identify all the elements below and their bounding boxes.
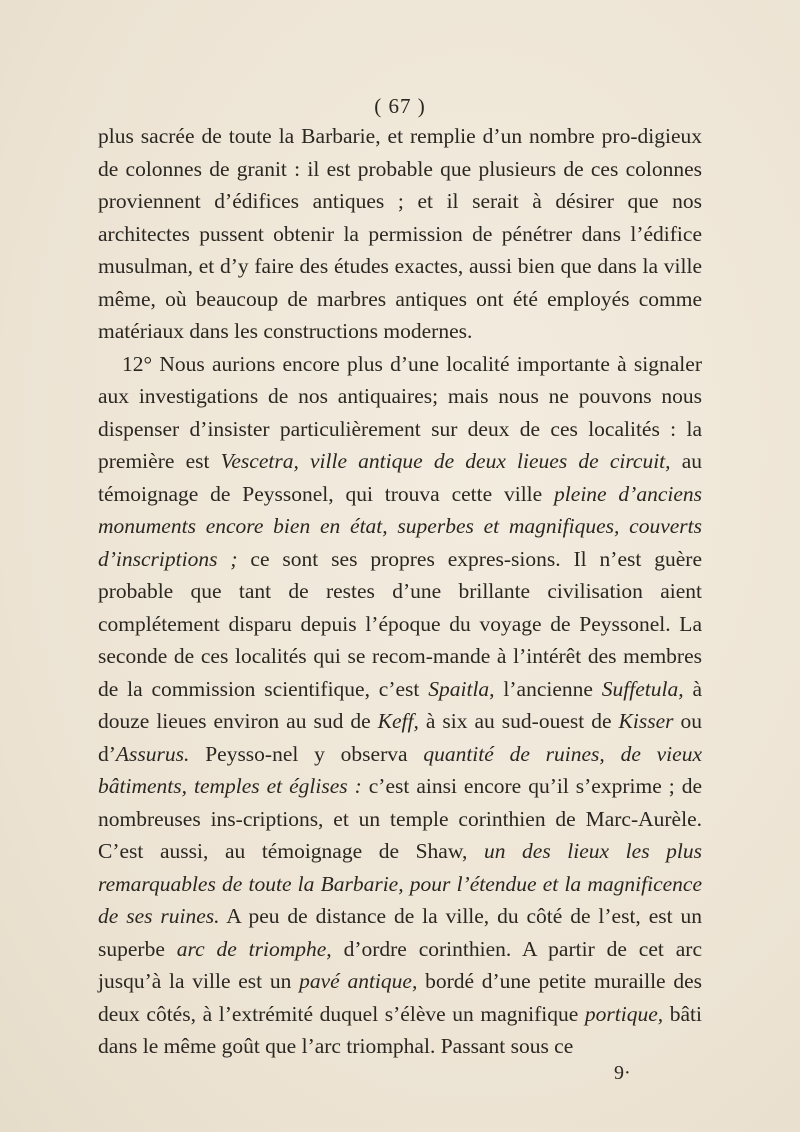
- italic-run: Vescetra, ville antique de deux lieues de circuit,: [220, 449, 671, 473]
- text-run: à douze lieues environ au sud de: [98, 676, 702, 733]
- text-run: ce sont ses propres expres-sions. Il n’est guère probable que tant de restes d’une brillante civilisation aient complétement disparu depuis l’époque du voyage de Peyssonel. La seconde de ces localités qui se recom-mande à l’intérêt des membres de la commission scientifique, c’est: [98, 546, 702, 701]
- text-run: plus sacrée de toute la Barbarie, et remplie d’un nombre pro-digieux de colonnes de granit : il est probable que plusieurs de ces colonnes proviennent d’édifices antiques ; et il serait à désirer que nos architectes pussent obtenir la permission de pénétrer dans l’édifice musulman, et d’y faire des études exactes, aussi bien que dans la ville même, où beaucoup de marbres antiques ont été employés comme matériaux dans les constructions modernes.: [98, 124, 702, 343]
- italic-run: Spaitla,: [428, 676, 495, 701]
- italic-run: Kisser: [618, 709, 674, 733]
- signature-mark: 9·: [614, 1062, 631, 1084]
- text-run: l’ancienne: [494, 676, 602, 701]
- page-number: ( 67 ): [374, 94, 426, 118]
- paragraph: [98, 120, 702, 348]
- text-run: ou d’: [98, 709, 702, 766]
- italic-run: quantité de ruines, de vieux bâtiments, temples et églises :: [98, 741, 702, 798]
- italic-run: arc de triomphe,: [176, 936, 332, 961]
- italic-run: pavé antique,: [299, 969, 418, 993]
- text-run: au témoignage de Peyssonel, qui trouva cette ville: [98, 449, 703, 506]
- text-run: à six au sud-ouest de: [418, 709, 619, 733]
- body-text: [98, 120, 702, 1063]
- text-run: d’ordre corinthien. A partir de cet arc jusqu’à la ville est un: [98, 936, 702, 993]
- text-run: c’est ainsi encore qu’il s’exprime ; de nombreuses ins-criptions, et un temple corinthien de Marc-Aurèle. C’est aussi, au témoignage de Shaw,: [98, 774, 702, 863]
- text-run: bâti dans le même goût que l’arc triomphal. Passant sous ce: [98, 1001, 702, 1058]
- text-run: A peu de distance de la ville, du côté de l’est, est un superbe: [98, 904, 702, 961]
- paragraph: [98, 348, 702, 1063]
- italic-run: Suffetula,: [601, 676, 684, 701]
- text-run: 12° Nous aurions encore plus d’une localité importante à signaler aux investigations de nos antiquaires; mais nous ne pouvons nous dispenser d’insister particulièrement sur deux de ces localités : la première est: [98, 351, 702, 473]
- italic-run: un des lieux les plus remarquables de toute la Barbarie, pour l’étendue et la magnificence de ses ruines.: [98, 839, 702, 928]
- italic-run: pleine d’anciens monuments encore bien en état, superbes et magnifiques, couverts d’inscriptions ;: [98, 481, 703, 571]
- italic-run: portique,: [584, 1001, 664, 1026]
- text-run: Peysso-nel y observa: [189, 741, 424, 766]
- text-run: bordé d’une petite muraille des deux côtés, à l’extrémité duquel s’élève un magnifique: [98, 969, 703, 1026]
- italic-run: Keff,: [377, 709, 419, 733]
- italic-run: Assurus.: [115, 741, 190, 766]
